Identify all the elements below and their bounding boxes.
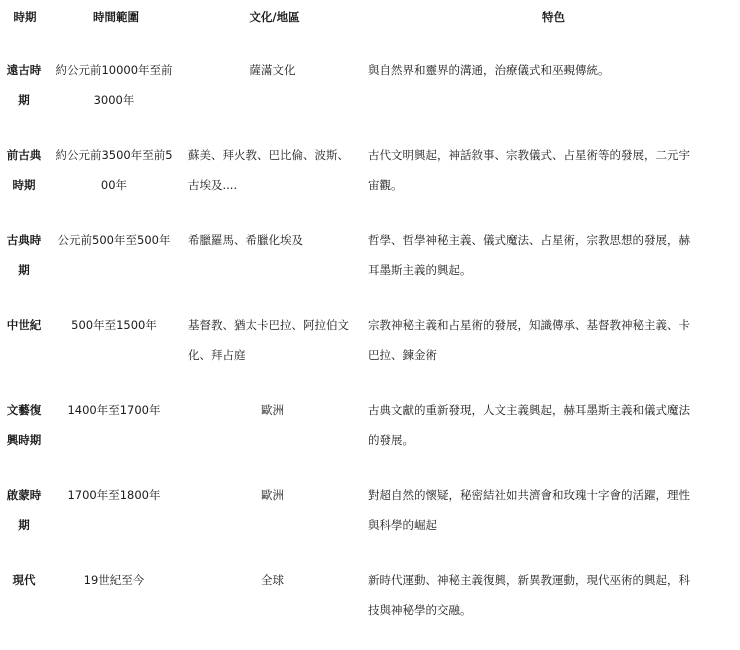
table-header: [0, 0, 740, 38]
cell-time-range: 約公元前10000年至前3000年: [55, 63, 173, 107]
cell-period: 中世紀: [6, 318, 42, 332]
cell-time-range: 公元前500年至500年: [57, 233, 171, 247]
cell-time-range: 1400年至1700年: [67, 403, 161, 417]
table-body: [0, 38, 740, 650]
cell-period: 前古典時期: [6, 148, 42, 192]
table-row: [0, 480, 740, 565]
cell-features: 新時代運動、神秘主義復興，新異教運動，現代巫術的興起，科技與神秘學的交融。: [368, 573, 690, 617]
cell-time-range: 1700年至1800年: [67, 488, 161, 502]
cell-culture-region: 希臘羅馬、希臘化埃及: [188, 233, 303, 247]
table-row: [0, 38, 740, 140]
cell-culture-region: 薩滿文化: [249, 63, 296, 77]
cell-features: 與自然界和靈界的溝通，治療儀式和巫覡傳統。: [368, 63, 610, 77]
cell-period: 現代: [12, 573, 36, 587]
table-row: [0, 225, 740, 310]
table-row: [0, 395, 740, 480]
cell-features: 哲學、哲學神秘主義、儀式魔法、占星術，宗教思想的發展，赫耳墨斯主義的興起。: [368, 233, 690, 277]
cell-culture-region: 歐洲: [261, 403, 284, 417]
cell-period: 啟蒙時期: [6, 488, 42, 532]
header-culture-region: 文化/地區: [249, 10, 300, 24]
cell-features: 古典文獻的重新發現，人文主義興起，赫耳墨斯主義和儀式魔法的發展。: [368, 403, 690, 447]
cell-culture-region: 全球: [261, 573, 284, 587]
table-row: [0, 565, 740, 650]
cell-time-range: 約公元前3500年至前500年: [55, 148, 173, 192]
header-row: [0, 0, 740, 38]
header-time-range: 時間範圍: [93, 10, 139, 24]
cell-features: 古代文明興起，神話敘事、宗教儀式、占星術等的發展，二元宇宙觀。: [368, 148, 690, 192]
cell-period: 古典時期: [6, 233, 42, 277]
table-row: [0, 310, 740, 395]
cell-period: 文藝復興時期: [6, 403, 42, 447]
cell-culture-region: 蘇美、拜火教、巴比倫、波斯、古埃及....: [188, 148, 349, 192]
cell-culture-region: 歐洲: [261, 488, 284, 502]
cell-period: 遠古時期: [6, 63, 42, 107]
header-period: 時期: [13, 10, 37, 24]
table-row: [0, 140, 740, 225]
cell-time-range: 500年至1500年: [71, 318, 157, 332]
cell-time-range: 19世紀至今: [83, 573, 145, 587]
header-features: 特色: [542, 10, 565, 24]
cell-culture-region: 基督教、猶太卡巴拉、阿拉伯文化、拜占庭: [188, 318, 349, 362]
cell-features: 對超自然的懷疑，秘密結社如共濟會和玫瑰十字會的活躍，理性與科學的崛起: [368, 488, 690, 532]
cell-features: 宗教神秘主義和占星術的發展，知識傳承、基督教神秘主義、卡巴拉、鍊金術: [368, 318, 690, 362]
